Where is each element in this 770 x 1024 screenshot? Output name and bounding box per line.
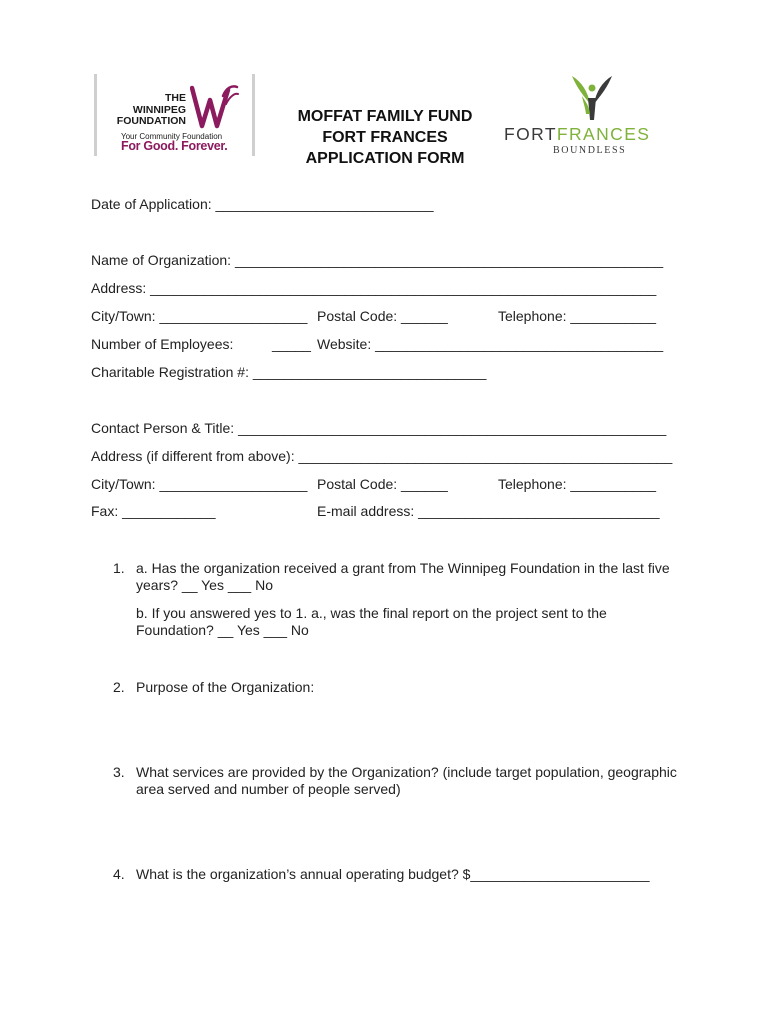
winnipeg-w-mark-icon — [190, 84, 240, 130]
question-3-text-line1: What services are provided by the Organization? (include target population, geographic — [136, 764, 677, 780]
contact-telephone-field[interactable]: Telephone: ___________ — [498, 476, 657, 492]
fort-frances-subtitle: BOUNDLESS — [553, 145, 627, 156]
question-1a-answer[interactable]: years? __ Yes ___ No — [136, 577, 273, 593]
winnipeg-logo-wordmark: THE WINNIPEG FOUNDATION — [116, 92, 186, 127]
website-field[interactable]: Website: _____________________________________ — [317, 336, 664, 352]
fort-frances-figure-icon — [568, 74, 616, 122]
question-1a-text: a. Has the organization received a grant from The Winnipeg Foundation in the last five — [136, 560, 670, 576]
date-of-application-field[interactable]: Date of Application: ____________________________ — [91, 196, 434, 212]
address-field[interactable]: Address: _________________________________________________________________ — [91, 280, 657, 296]
question-3-number: 3. — [113, 764, 125, 780]
email-field[interactable]: E-mail address: _______________________________ — [317, 503, 660, 519]
charitable-registration-field[interactable]: Charitable Registration #: ______________________________ — [91, 364, 487, 380]
question-3-text-line2: area served and number of people served) — [136, 781, 401, 797]
contact-city-town-field[interactable]: City/Town: ___________________ — [91, 476, 308, 492]
question-1b-text: b. If you answered yes to 1. a., was the final report on the project sent to the — [136, 605, 607, 621]
alternate-address-field[interactable]: Address (if different from above): ________________________________________________ — [91, 448, 673, 464]
fax-field[interactable]: Fax: ____________ — [91, 503, 216, 519]
number-of-employees-label: Number of Employees: — [91, 336, 234, 352]
fort-frances-wordmark: FORTFRANCES — [504, 124, 651, 144]
question-4-budget-field[interactable]: What is the organization’s annual operating budget? $_______________________ — [136, 866, 650, 882]
postal-code-field[interactable]: Postal Code: ______ — [317, 308, 448, 324]
winnipeg-slogan: For Good. Forever. — [121, 139, 228, 153]
city-town-field[interactable]: City/Town: ___________________ — [91, 308, 308, 324]
number-of-employees-field[interactable]: _____ — [272, 336, 311, 352]
form-title: MOFFAT FAMILY FUND FORT FRANCES APPLICATION FORM — [297, 108, 473, 167]
question-1-number: 1. — [113, 560, 125, 576]
question-2-text: Purpose of the Organization: — [136, 679, 315, 695]
winnipeg-tagline: Your Community Foundation — [121, 132, 223, 141]
question-2-number: 2. — [113, 679, 125, 695]
logo-rule-right — [252, 74, 255, 156]
telephone-field[interactable]: Telephone: ___________ — [498, 308, 657, 324]
contact-postal-code-field[interactable]: Postal Code: ______ — [317, 476, 448, 492]
question-4-number: 4. — [113, 866, 125, 882]
contact-person-field[interactable]: Contact Person & Title: _______________________________________________________ — [91, 420, 667, 436]
logo-rule-left — [94, 74, 97, 156]
organization-name-field[interactable]: Name of Organization: _______________________________________________________ — [91, 252, 664, 268]
question-1b-answer[interactable]: Foundation? __ Yes ___ No — [136, 622, 309, 638]
